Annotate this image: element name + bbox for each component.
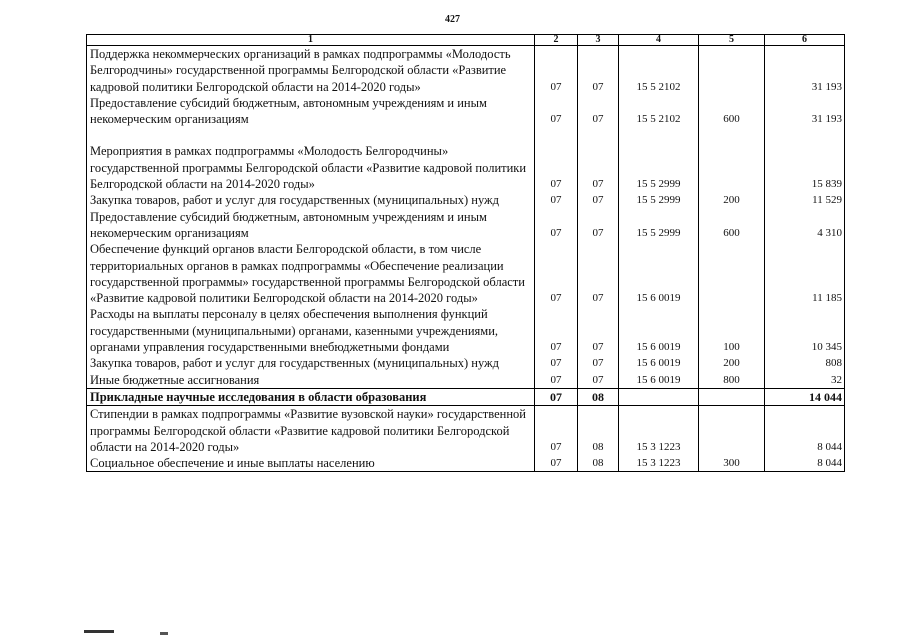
section-total-row	[87, 388, 845, 405]
row-expense-type: 300	[699, 455, 765, 472]
row-amount: 14 044	[765, 388, 845, 405]
row-subsection: 07	[578, 241, 619, 306]
row-subsection: 08	[578, 455, 619, 472]
row-subsection: 07	[578, 143, 619, 192]
table-row	[87, 127, 845, 143]
row-amount: 808	[765, 355, 845, 371]
row-amount: 4 310	[765, 209, 845, 242]
row-amount: 31 193	[765, 95, 845, 128]
row-target-article: 15 6 0019	[619, 306, 699, 355]
table-row	[87, 355, 845, 371]
budget-table	[86, 34, 845, 472]
row-expense-type	[699, 388, 765, 405]
row-name: Поддержка некоммерческих организаций в рамках подпрограммы «Молодость Белгородчины» государственной программы Белгородской области «Развитие кадровой политики Белгородской области на 2014-2020 годы»	[87, 46, 535, 95]
row-amount	[765, 127, 845, 143]
row-name: Расходы на выплаты персоналу в целях обеспечения выполнения функций государственными (муниципальными) органами, казенными учреждениями, органами управления государственными внебюджетными фондами	[87, 306, 535, 355]
row-name: Социальное обеспечение и иные выплаты населению	[87, 455, 535, 472]
scan-artifact	[160, 632, 168, 635]
column-header: 5	[699, 35, 765, 46]
row-name: Иные бюджетные ассигнования	[87, 372, 535, 389]
table-row	[87, 306, 845, 355]
table-row	[87, 95, 845, 128]
scan-artifact	[84, 630, 114, 633]
row-section: 07	[535, 372, 578, 389]
row-amount: 8 044	[765, 455, 845, 472]
row-expense-type	[699, 143, 765, 192]
row-section: 07	[535, 306, 578, 355]
row-expense-type: 600	[699, 209, 765, 242]
row-expense-type: 100	[699, 306, 765, 355]
row-expense-type: 200	[699, 355, 765, 371]
table-row	[87, 209, 845, 242]
row-target-article: 15 5 2999	[619, 209, 699, 242]
row-target-article	[619, 388, 699, 405]
row-target-article: 15 6 0019	[619, 372, 699, 389]
row-name: Прикладные научные исследования в области образования	[87, 388, 535, 405]
row-subsection: 07	[578, 192, 619, 208]
row-amount: 8 044	[765, 406, 845, 455]
row-expense-type	[699, 46, 765, 95]
table-row	[87, 455, 845, 472]
row-amount: 11 529	[765, 192, 845, 208]
row-section: 07	[535, 406, 578, 455]
row-subsection: 07	[578, 46, 619, 95]
row-target-article: 15 6 0019	[619, 355, 699, 371]
row-target-article: 15 3 1223	[619, 455, 699, 472]
row-expense-type	[699, 406, 765, 455]
row-amount: 31 193	[765, 46, 845, 95]
row-target-article: 15 6 0019	[619, 241, 699, 306]
table-row	[87, 143, 845, 192]
column-header: 3	[578, 35, 619, 46]
row-section: 07	[535, 455, 578, 472]
row-section: 07	[535, 192, 578, 208]
row-target-article	[619, 127, 699, 143]
row-expense-type	[699, 241, 765, 306]
row-section: 07	[535, 388, 578, 405]
row-section: 07	[535, 209, 578, 242]
row-subsection: 08	[578, 406, 619, 455]
row-expense-type	[699, 127, 765, 143]
table-row	[87, 372, 845, 389]
row-subsection: 07	[578, 355, 619, 371]
row-target-article: 15 5 2999	[619, 143, 699, 192]
row-target-article: 15 5 2102	[619, 46, 699, 95]
column-number-row	[87, 35, 845, 46]
table-row	[87, 406, 845, 455]
table-row	[87, 241, 845, 306]
row-amount: 32	[765, 372, 845, 389]
row-name: Закупка товаров, работ и услуг для государственных (муниципальных) нужд	[87, 192, 535, 208]
row-name	[87, 127, 535, 143]
row-expense-type: 200	[699, 192, 765, 208]
table-row	[87, 46, 845, 95]
row-section	[535, 127, 578, 143]
row-name: Обеспечение функций органов власти Белгородской области, в том числе территориальных органов в рамках подпрограммы «Обеспечение реализации государственной программы» государственной программы Белгородской области «Развитие кадровой политики Белгородской области на 2014-2020 годы»	[87, 241, 535, 306]
row-target-article: 15 5 2102	[619, 95, 699, 128]
row-section: 07	[535, 355, 578, 371]
row-section: 07	[535, 95, 578, 128]
table-row	[87, 192, 845, 208]
page-number: 427	[445, 14, 460, 25]
column-header: 2	[535, 35, 578, 46]
row-subsection: 07	[578, 306, 619, 355]
row-name: Стипендии в рамках подпрограммы «Развитие вузовской науки» государственной программы Белгородской области «Развитие кадровой политики Белгородской области на 2014-2020 годы»	[87, 406, 535, 455]
row-target-article: 15 3 1223	[619, 406, 699, 455]
row-subsection: 07	[578, 372, 619, 389]
row-subsection	[578, 127, 619, 143]
row-section: 07	[535, 46, 578, 95]
row-name: Предоставление субсидий бюджетным, автономным учреждениям и иным некомерческим организациям	[87, 209, 535, 242]
row-amount: 10 345	[765, 306, 845, 355]
row-subsection: 08	[578, 388, 619, 405]
column-header: 4	[619, 35, 699, 46]
row-expense-type: 800	[699, 372, 765, 389]
row-subsection: 07	[578, 209, 619, 242]
column-header: 1	[87, 35, 535, 46]
row-expense-type: 600	[699, 95, 765, 128]
row-subsection: 07	[578, 95, 619, 128]
row-target-article: 15 5 2999	[619, 192, 699, 208]
row-name: Мероприятия в рамках подпрограммы «Молодость Белгородчины» государственной программы Белгородской области «Развитие кадровой политики Белгородской области на 2014-2020 годы»	[87, 143, 535, 192]
row-name: Предоставление субсидий бюджетным, автономным учреждениям и иным некомерческим организациям	[87, 95, 535, 128]
row-amount: 11 185	[765, 241, 845, 306]
row-name: Закупка товаров, работ и услуг для государственных (муниципальных) нужд	[87, 355, 535, 371]
row-section: 07	[535, 143, 578, 192]
row-amount: 15 839	[765, 143, 845, 192]
column-header: 6	[765, 35, 845, 46]
row-section: 07	[535, 241, 578, 306]
